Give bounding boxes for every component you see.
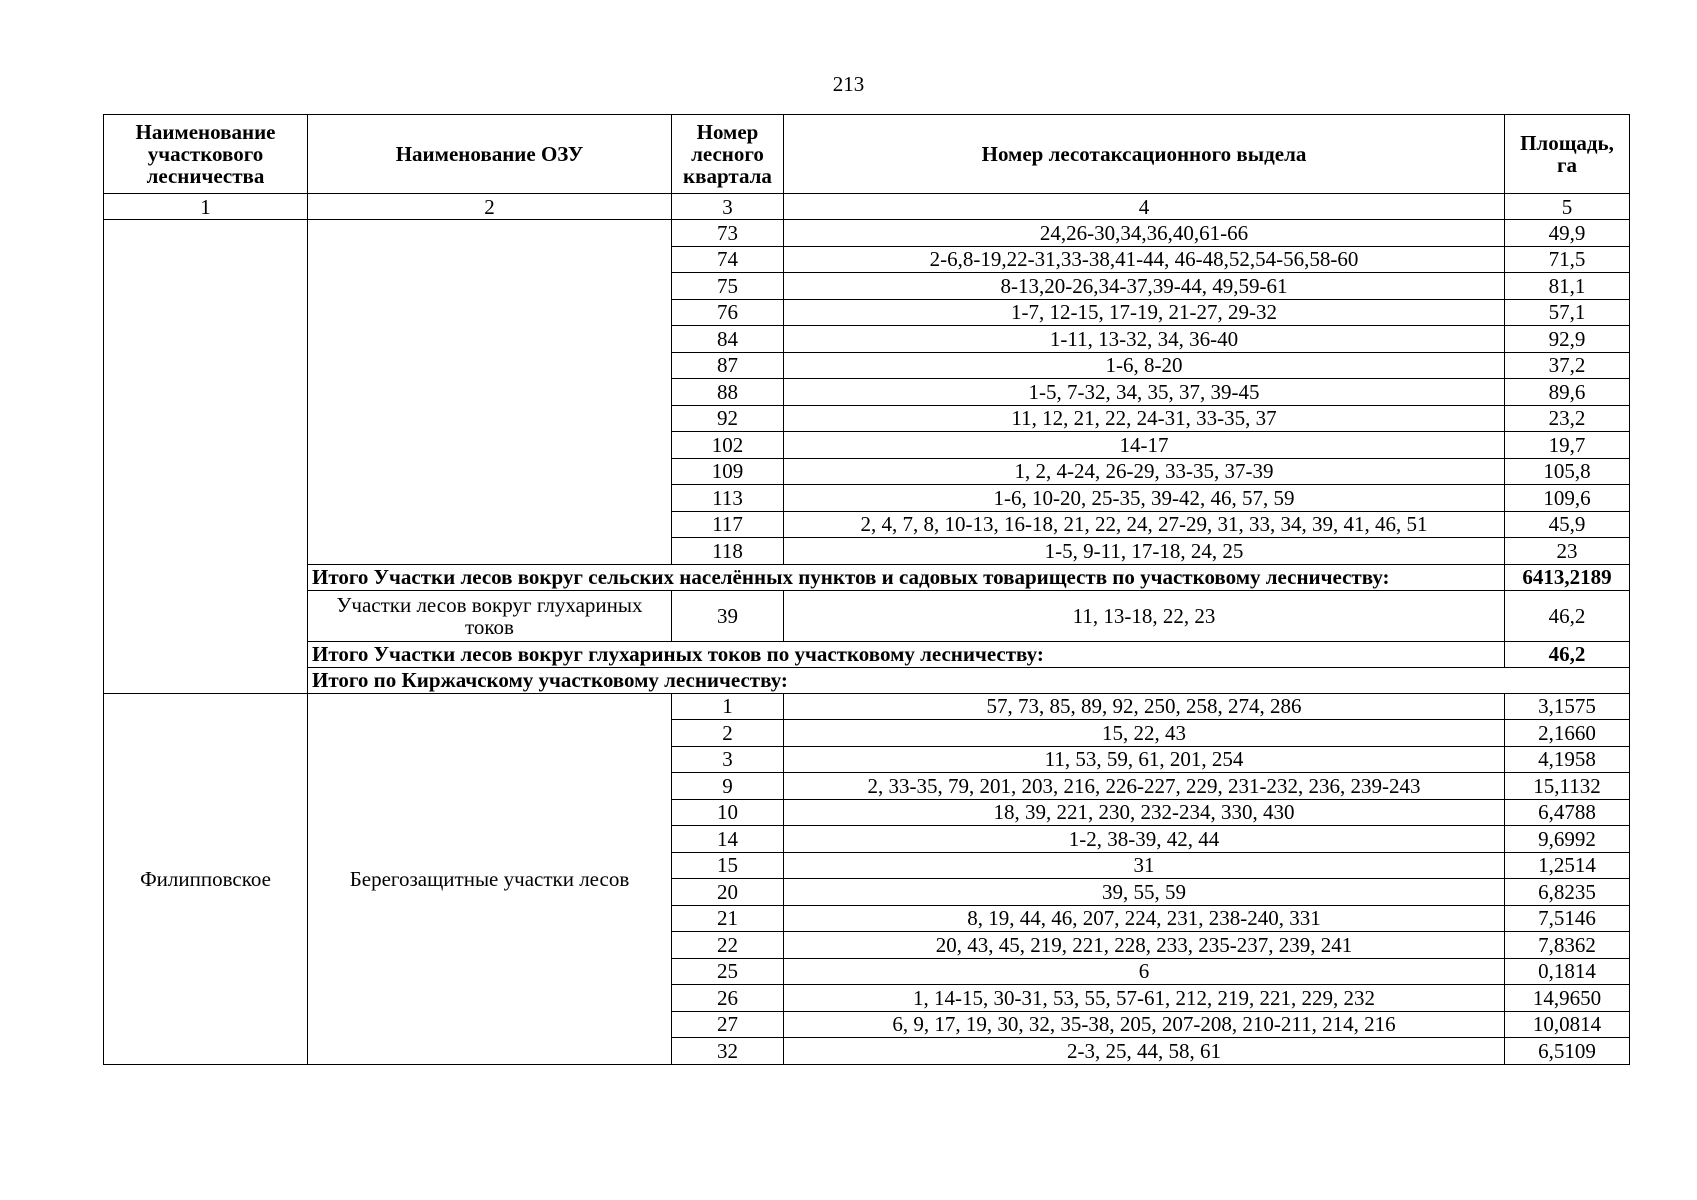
ozu-name: Берегозащитные участки лесов <box>308 693 672 1064</box>
area-value: 45,9 <box>1505 511 1630 538</box>
table-row <box>104 590 1630 641</box>
allotment-numbers: 1-2, 38-39, 42, 44 <box>784 826 1505 853</box>
quarter-number: 74 <box>672 246 784 273</box>
quarter-number: 39 <box>672 590 784 641</box>
area-value: 46,2 <box>1505 590 1630 641</box>
area-value: 3,1575 <box>1505 693 1630 720</box>
area-value: 15,1132 <box>1505 773 1630 800</box>
allotment-numbers: 24,26-30,34,36,40,61-66 <box>784 220 1505 247</box>
column-number: 2 <box>308 194 672 220</box>
allotment-numbers: 8-13,20-26,34-37,39-44, 49,59-61 <box>784 273 1505 300</box>
subtotal-label: Итого Участки лесов вокруг сельских населённых пунктов и садовых товариществ по участковому лесничеству: <box>308 564 1505 590</box>
allotment-numbers: 6 <box>784 958 1505 985</box>
area-value: 7,5146 <box>1505 905 1630 932</box>
area-value: 37,2 <box>1505 352 1630 379</box>
area-value: 6,5109 <box>1505 1038 1630 1065</box>
quarter-number: 25 <box>672 958 784 985</box>
area-value: 19,7 <box>1505 432 1630 459</box>
quarter-number: 32 <box>672 1038 784 1065</box>
column-number-row <box>104 194 1630 220</box>
subtotal-row <box>104 641 1630 667</box>
area-value: 10,0814 <box>1505 1011 1630 1038</box>
allotment-numbers: 1-6, 10-20, 25-35, 39-42, 46, 57, 59 <box>784 485 1505 512</box>
allotment-numbers: 1, 2, 4-24, 26-29, 33-35, 37-39 <box>784 458 1505 485</box>
quarter-number: 118 <box>672 538 784 565</box>
quarter-number: 76 <box>672 299 784 326</box>
allotment-numbers: 2, 33-35, 79, 201, 203, 216, 226-227, 229, 231-232, 236, 239-243 <box>784 773 1505 800</box>
allotment-numbers: 1-5, 9-11, 17-18, 24, 25 <box>784 538 1505 565</box>
quarter-number: 109 <box>672 458 784 485</box>
allotment-numbers: 1-7, 12-15, 17-19, 21-27, 29-32 <box>784 299 1505 326</box>
area-value: 4,1958 <box>1505 746 1630 773</box>
allotment-numbers: 18, 39, 221, 230, 232-234, 330, 430 <box>784 799 1505 826</box>
area-value: 49,9 <box>1505 220 1630 247</box>
subtotal-row <box>104 564 1630 590</box>
quarter-number: 73 <box>672 220 784 247</box>
quarter-number: 1 <box>672 693 784 720</box>
quarter-number: 102 <box>672 432 784 459</box>
quarter-number: 92 <box>672 405 784 432</box>
area-value: 89,6 <box>1505 379 1630 406</box>
allotment-numbers: 31 <box>784 852 1505 879</box>
area-value: 0,1814 <box>1505 958 1630 985</box>
header-row <box>104 115 1630 194</box>
allotment-numbers: 11, 53, 59, 61, 201, 254 <box>784 746 1505 773</box>
quarter-number: 87 <box>672 352 784 379</box>
allotment-numbers: 14-17 <box>784 432 1505 459</box>
ozu-name: Участки лесов вокруг глухариных токов <box>308 590 672 641</box>
quarter-number: 117 <box>672 511 784 538</box>
column-number: 5 <box>1505 194 1630 220</box>
quarter-number: 88 <box>672 379 784 406</box>
subtotal-value: 46,2 <box>1505 641 1630 667</box>
quarter-number: 75 <box>672 273 784 300</box>
quarter-number: 21 <box>672 905 784 932</box>
allotment-numbers: 6, 9, 17, 19, 30, 32, 35-38, 205, 207-208, 210-211, 214, 216 <box>784 1011 1505 1038</box>
area-value: 105,8 <box>1505 458 1630 485</box>
subtotal-label: Итого Участки лесов вокруг глухариных токов по участковому лесничеству: <box>308 641 1505 667</box>
district-cell-empty <box>104 220 308 694</box>
table-row <box>104 693 1630 720</box>
quarter-number: 113 <box>672 485 784 512</box>
quarter-number: 15 <box>672 852 784 879</box>
area-value: 2,1660 <box>1505 720 1630 747</box>
area-value: 23 <box>1505 538 1630 565</box>
page-number: 213 <box>832 72 865 96</box>
quarter-number: 10 <box>672 799 784 826</box>
table-row <box>104 220 1630 247</box>
quarter-number: 84 <box>672 326 784 353</box>
area-value: 6,4788 <box>1505 799 1630 826</box>
quarter-number: 20 <box>672 879 784 906</box>
quarter-number: 26 <box>672 985 784 1012</box>
quarter-number: 3 <box>672 746 784 773</box>
header-allotment: Номер лесотаксационного выдела <box>784 115 1505 194</box>
header-area: Площадь, га <box>1505 115 1630 194</box>
area-value: 81,1 <box>1505 273 1630 300</box>
area-value: 57,1 <box>1505 299 1630 326</box>
allotment-numbers: 1-5, 7-32, 34, 35, 37, 39-45 <box>784 379 1505 406</box>
area-value: 7,8362 <box>1505 932 1630 959</box>
column-number: 1 <box>104 194 308 220</box>
column-number: 4 <box>784 194 1505 220</box>
area-value: 1,2514 <box>1505 852 1630 879</box>
allotment-numbers: 1, 14-15, 30-31, 53, 55, 57-61, 212, 219, 221, 229, 232 <box>784 985 1505 1012</box>
allotment-numbers: 2, 4, 7, 8, 10-13, 16-18, 21, 22, 24, 27-29, 31, 33, 34, 39, 41, 46, 51 <box>784 511 1505 538</box>
allotment-numbers: 11, 13-18, 22, 23 <box>784 590 1505 641</box>
ozu-cell-empty <box>308 220 672 565</box>
area-value: 109,6 <box>1505 485 1630 512</box>
quarter-number: 27 <box>672 1011 784 1038</box>
allotment-numbers: 1-11, 13-32, 34, 36-40 <box>784 326 1505 353</box>
area-value: 14,9650 <box>1505 985 1630 1012</box>
header-quarter: Номер лесного квартала <box>672 115 784 194</box>
allotment-numbers: 20, 43, 45, 219, 221, 228, 233, 235-237, 239, 241 <box>784 932 1505 959</box>
allotment-numbers: 2-3, 25, 44, 58, 61 <box>784 1038 1505 1065</box>
forest-areas-table <box>103 114 1630 1065</box>
allotment-numbers: 1-6, 8-20 <box>784 352 1505 379</box>
area-value: 92,9 <box>1505 326 1630 353</box>
district-name: Филипповское <box>104 693 308 1064</box>
area-value: 23,2 <box>1505 405 1630 432</box>
header-district: Наименование участкового лесничества <box>104 115 308 194</box>
allotment-numbers: 39, 55, 59 <box>784 879 1505 906</box>
area-value: 71,5 <box>1505 246 1630 273</box>
quarter-number: 14 <box>672 826 784 853</box>
quarter-number: 2 <box>672 720 784 747</box>
allotment-numbers: 11, 12, 21, 22, 24-31, 33-35, 37 <box>784 405 1505 432</box>
district-total-row <box>104 667 1630 693</box>
allotment-numbers: 2-6,8-19,22-31,33-38,41-44, 46-48,52,54-56,58-60 <box>784 246 1505 273</box>
header-ozu: Наименование ОЗУ <box>308 115 672 194</box>
allotment-numbers: 15, 22, 43 <box>784 720 1505 747</box>
area-value: 6,8235 <box>1505 879 1630 906</box>
quarter-number: 22 <box>672 932 784 959</box>
allotment-numbers: 57, 73, 85, 89, 92, 250, 258, 274, 286 <box>784 693 1505 720</box>
quarter-number: 9 <box>672 773 784 800</box>
column-number: 3 <box>672 194 784 220</box>
area-value: 9,6992 <box>1505 826 1630 853</box>
subtotal-value: 6413,2189 <box>1505 564 1630 590</box>
district-total-label: Итого по Киржачскому участковому лесничеству: <box>308 667 1630 693</box>
allotment-numbers: 8, 19, 44, 46, 207, 224, 231, 238-240, 331 <box>784 905 1505 932</box>
